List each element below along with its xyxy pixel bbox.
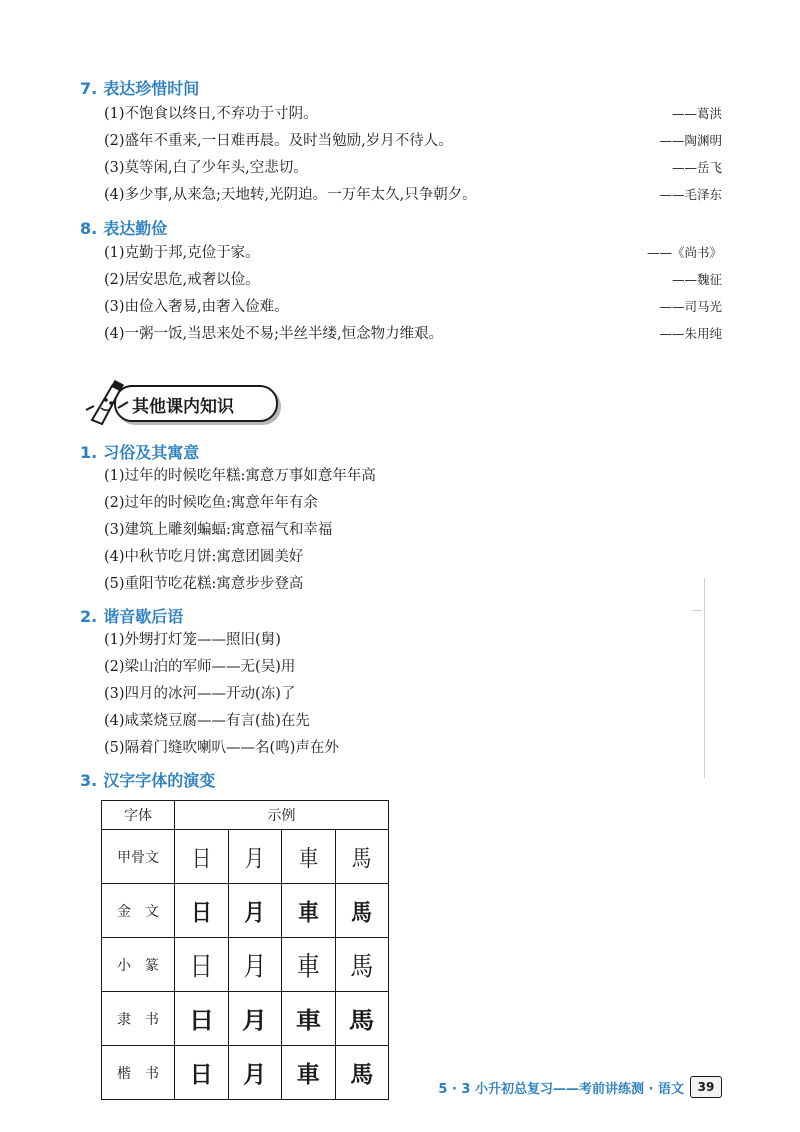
table-header-examples: 示例: [175, 801, 389, 830]
glyph: 馬: [351, 846, 372, 872]
glyph: 日: [189, 1062, 213, 1088]
table-row: [102, 1046, 389, 1100]
subsection-number: 1.: [80, 443, 98, 462]
section-title: 表达勤俭: [103, 219, 168, 238]
page-number: 39: [690, 1076, 722, 1098]
glyph: 日: [188, 1007, 214, 1034]
glyph-cell: [282, 992, 336, 1046]
glyph: 月: [244, 899, 266, 926]
glyph: 月: [242, 1007, 268, 1034]
script-evolution-table: [101, 800, 389, 1100]
quote-author: ——岳飞: [671, 160, 722, 175]
glyph-cell: [228, 884, 282, 938]
quote-author: ——葛洪: [671, 106, 722, 121]
glyph: 車: [295, 1007, 321, 1034]
table-row: [102, 884, 389, 938]
glyph: 馬: [349, 1007, 375, 1034]
glyph: 車: [297, 899, 319, 926]
glyph: 月: [243, 952, 267, 983]
subsection-title: 谐音歇后语: [103, 607, 184, 626]
section-heading-thrift: [80, 216, 167, 239]
glyph-cell: [282, 1046, 336, 1100]
section-title: 表达珍惜时间: [103, 79, 200, 98]
table-row: [102, 938, 389, 992]
quote-text: (4)多少事,从来急;天地转,光阴迫。一万年太久,只争朝夕。: [104, 187, 477, 203]
quote-author: ——《尚书》: [646, 245, 722, 260]
script-name: 甲骨文: [102, 830, 175, 884]
quote-text: (4)一粥一饭,当思来处不易;半丝半缕,恒念物力维艰。: [104, 326, 444, 342]
list-item-text: (2)过年的时候吃鱼:寓意年年有余: [104, 495, 318, 511]
script-name: 金 文: [102, 884, 175, 938]
category-title: 其他课内知识: [132, 397, 234, 417]
subsection-number: 3.: [80, 771, 98, 790]
glyph: 月: [243, 1062, 267, 1088]
quote-author: ——朱用纯: [659, 326, 722, 341]
section-number: 7.: [80, 79, 98, 98]
quote-author: ——陶渊明: [659, 133, 722, 148]
glyph-cell: [335, 830, 389, 884]
list-item-text: (3)建筑上雕刻蝙蝠:寓意福气和幸福: [104, 522, 333, 538]
page-footer: [420, 1076, 730, 1116]
quote-text: (3)莫等闲,白了少年头,空悲切。: [104, 160, 308, 176]
glyph-cell: [228, 992, 282, 1046]
glyph-cell: [175, 1046, 229, 1100]
list-item-text: (5)隔着门缝吹喇叭——名(鸣)声在外: [104, 740, 339, 756]
glyph-cell: [175, 884, 229, 938]
script-name: 楷 书: [102, 1046, 175, 1100]
glyph: 馬: [350, 1062, 374, 1088]
subsection-number: 2.: [80, 607, 98, 626]
glyph: 車: [298, 846, 319, 872]
list-item-text: (3)四月的冰河——开动(冻)了: [104, 686, 296, 702]
glyph-cell: [175, 830, 229, 884]
glyph-cell: [282, 830, 336, 884]
glyph-cell: [335, 884, 389, 938]
table-header-row: [102, 801, 389, 830]
category-header: [84, 380, 284, 426]
margin-rule: [704, 578, 705, 778]
glyph-cell: [175, 938, 229, 992]
margin-tick: [692, 610, 702, 611]
list-item-text: (4)咸菜烧豆腐——有言(盐)在先: [104, 713, 310, 729]
glyph-cell: [282, 938, 336, 992]
table-row: [102, 992, 389, 1046]
script-name: 小 篆: [102, 938, 175, 992]
glyph: 馬: [351, 899, 373, 926]
quote-author: ——司马光: [659, 299, 722, 314]
glyph: 月: [244, 846, 265, 872]
list-item-text: (5)重阳节吃花糕:寓意步步登高: [104, 576, 304, 592]
list-item-text: (2)梁山泊的军师——无(吴)用: [104, 659, 296, 675]
glyph-cell: [175, 992, 229, 1046]
quote-text: (1)克勤于邦,克俭于家。: [104, 245, 260, 261]
glyph: 車: [296, 952, 320, 983]
quote-text: (2)居安思危,戒奢以俭。: [104, 272, 260, 288]
subsection-title: 习俗及其寓意: [103, 443, 200, 462]
glyph-cell: [335, 992, 389, 1046]
glyph-cell: [335, 938, 389, 992]
script-name: 隶 书: [102, 992, 175, 1046]
glyph: 日: [189, 952, 213, 983]
list-item-text: (4)中秋节吃月饼:寓意团圆美好: [104, 549, 304, 565]
quote-text: (2)盛年不重来,一日难再晨。及时当勉励,岁月不待人。: [104, 133, 453, 149]
section-number: 8.: [80, 219, 98, 238]
footer-book-title: 5 · 3 小升初总复习——考前讲练测 · 语文: [438, 1082, 684, 1097]
subsection-title: 汉字字体的演变: [103, 771, 216, 790]
glyph-cell: [335, 1046, 389, 1100]
glyph-cell: [228, 1046, 282, 1100]
list-item-text: (1)外甥打灯笼——照旧(舅): [104, 632, 281, 648]
subsection-heading-xiehouyu: [80, 604, 183, 627]
glyph: 日: [190, 899, 212, 926]
section-heading-time: [80, 76, 199, 99]
glyph: 日: [191, 846, 212, 872]
quote-text: (1)不饱食以终日,不弃功于寸阴。: [104, 106, 318, 122]
glyph: 車: [296, 1062, 320, 1088]
subsection-heading-script-evolution: [80, 768, 215, 791]
quote-author: ——魏征: [671, 272, 722, 287]
quote-text: (3)由俭入奢易,由奢入俭难。: [104, 299, 289, 315]
list-item-text: (1)过年的时候吃年糕:寓意万事如意年年高: [104, 468, 376, 484]
subsection-heading-customs: [80, 440, 199, 463]
glyph-cell: [282, 884, 336, 938]
table-header-font: 字体: [102, 801, 175, 830]
quote-author: ——毛泽东: [659, 187, 722, 202]
glyph: 馬: [350, 952, 374, 983]
table-row: [102, 830, 389, 884]
glyph-cell: [228, 830, 282, 884]
glyph-cell: [228, 938, 282, 992]
